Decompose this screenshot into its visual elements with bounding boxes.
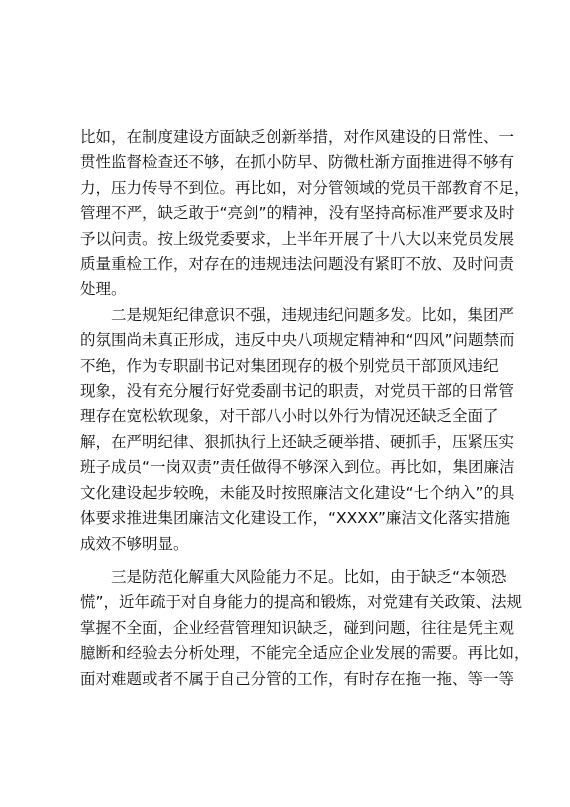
paragraph-3 (80, 565, 530, 692)
text-line: 班子成员“一岗双责”责任做得不够深入到位。再比如，集团廉洁 (80, 458, 515, 477)
text-line: 比如，在制度建设方面缺乏创新举措，对作风建设的日常性、一 (80, 128, 515, 146)
paragraph-1 (80, 125, 530, 303)
text-line: 解，在严明纪律、狠抓执行上还缺乏硬举措、硬抓手，压紧压实 (80, 432, 515, 451)
document-body (80, 125, 530, 692)
text-line: 面对难题或者不属于自己分管的工作，有时存在拖一拖、等一等 (80, 669, 515, 688)
text-line: 二是规矩纪律意识不强，违规违纪问题多发。比如，集团严 (111, 305, 515, 324)
text-line: 不绝，作为专职副书记对集团现存的极个别党员干部顶风违纪 (80, 356, 499, 375)
text-line: 理存在宽松软现象，对干部八小时以外行为情况还缺乏全面了 (80, 407, 499, 426)
text-line: 臆断和经验去分析处理，不能完全适应企业发展的需要。再比如， (80, 644, 530, 663)
text-line: 质量重检工作，对存在的违规违法问题没有紧盯不放、及时问责 (80, 255, 515, 274)
text-line: 成效不够明显。 (80, 534, 189, 553)
text-line: 的氛围尚未真正形成，违反中央八项规定精神和“四风”问题禁而 (80, 331, 515, 350)
text-line: 文化建设起步较晚，未能及时按照廉洁文化建设“七个纳入”的具 (80, 483, 515, 502)
text-line: 慌”，近年疏于对自身能力的提高和锻炼，对党建有关政策、法规 (80, 593, 523, 612)
text-line: 管理不严，缺乏敢于“亮剑”的精神，没有坚持高标准严要求及时 (80, 204, 515, 223)
text-line: 三是防范化解重大风险能力不足。比如，由于缺乏“本领恐 (111, 567, 507, 586)
text-line: 掌握不全面，企业经营管理知识缺乏，碰到问题，往往是凭主观 (80, 618, 515, 637)
text-line: 力，压力传导不到位。再比如，对分管领域的党员干部教育不足， (80, 178, 530, 197)
text-line: 处理。 (80, 280, 127, 299)
text-line: 体要求推进集团廉洁文化建设工作，“XXXX”廉洁文化落实措施 (80, 509, 510, 528)
text-line: 现象，没有充分履行好党委副书记的职责，对党员干部的日常管 (80, 382, 515, 401)
paragraph-2 (80, 303, 515, 557)
text-line: 贯性监督检查还不够，在抓小防早、防微杜渐方面推进得不够有 (80, 153, 515, 172)
text-line: 予以问责。按上级党委要求，上半年开展了十八大以来党员发展 (80, 229, 515, 248)
